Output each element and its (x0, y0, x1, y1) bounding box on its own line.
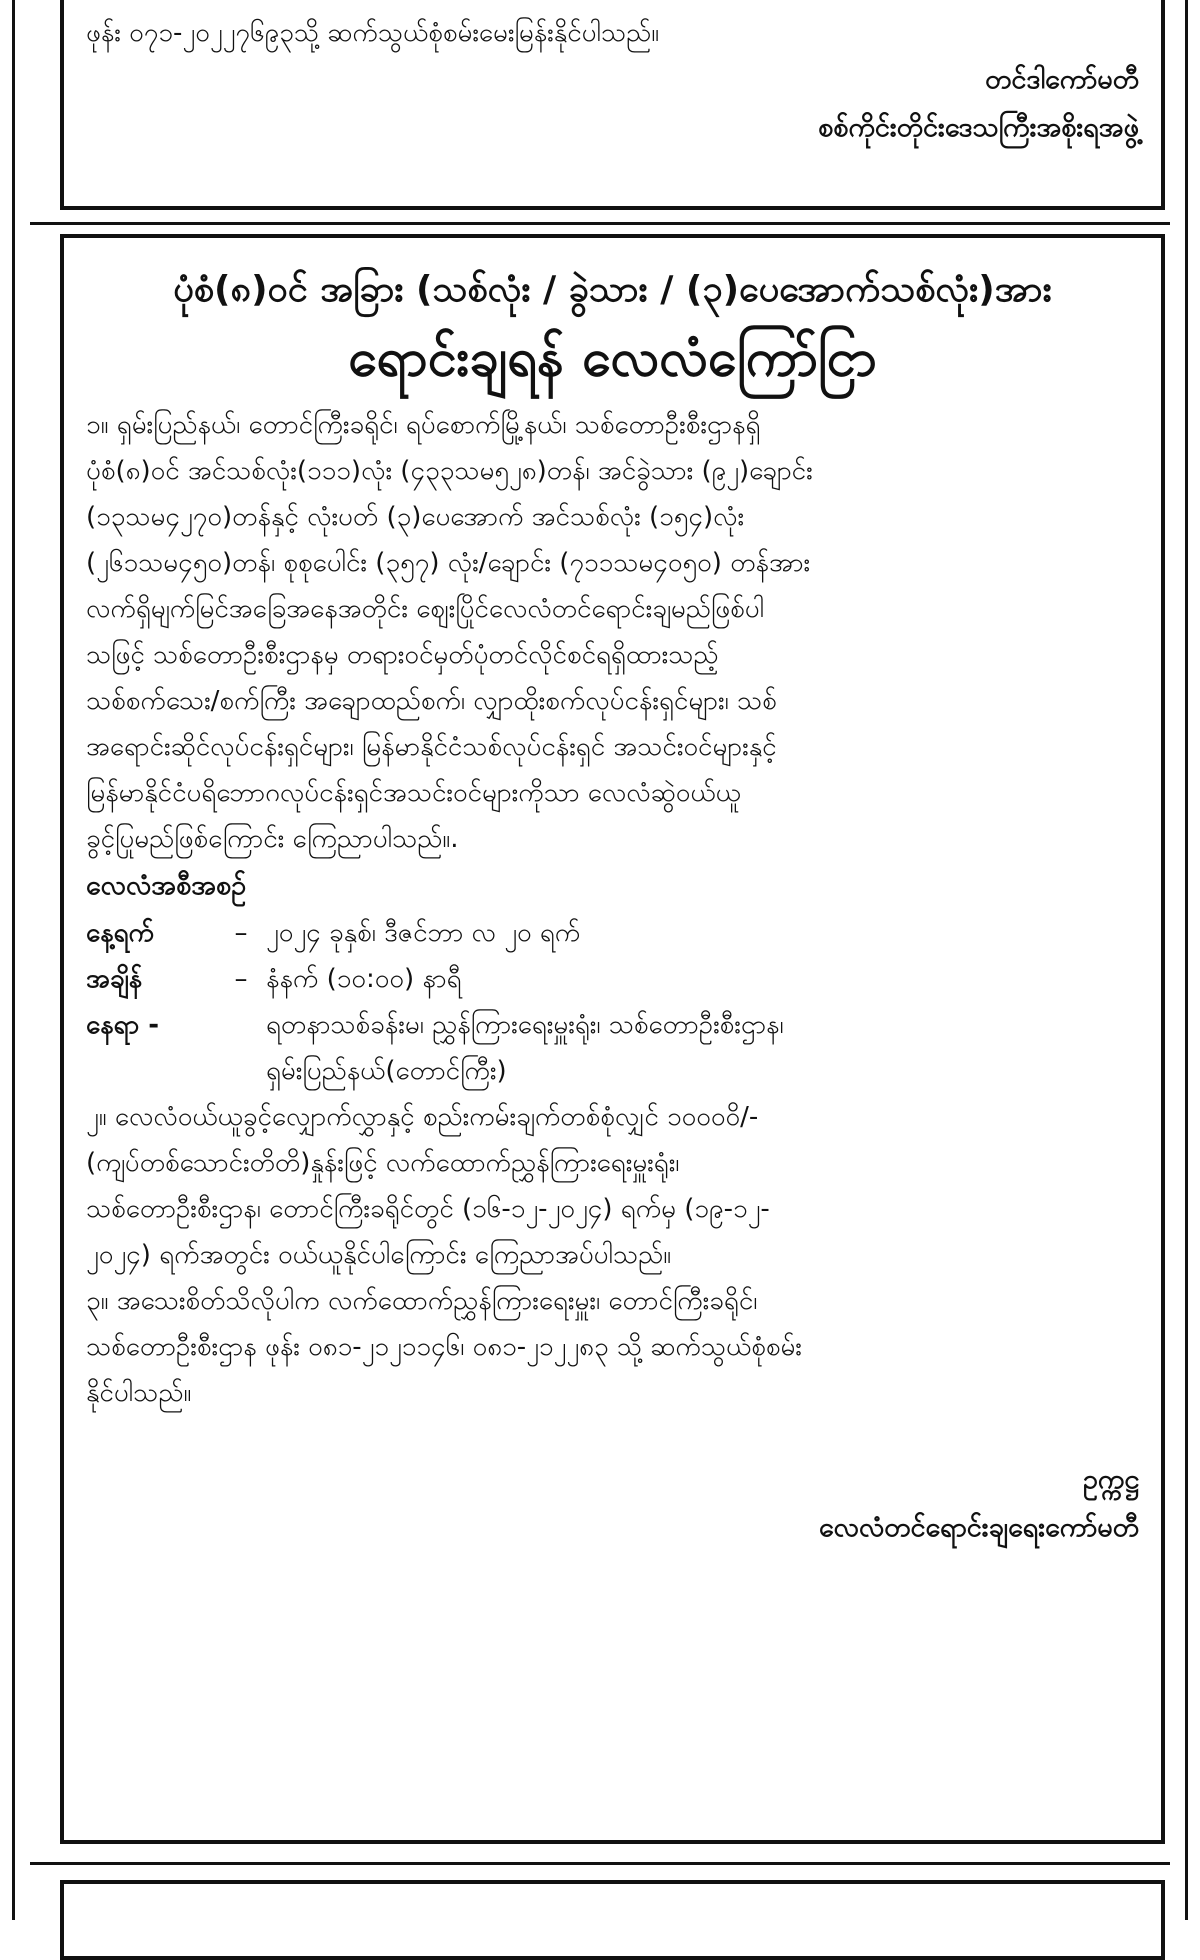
auction-notice-box (60, 234, 1165, 1844)
paragraph-line: သဖြင့် သစ်တောဦးစီးဌာနမှ တရားဝင်မှတ်ပုံတင်လိုင်စင်ရရှိထားသည့် (86, 640, 719, 670)
paragraph-line: ခွင့်ပြုမည်ဖြစ်ကြောင်း ကြေညာပါသည်။. (86, 824, 459, 854)
schedule-place-label: နေရာ - (86, 1010, 160, 1040)
top-notice-signatory-title: တင်ဒါကော်မတီ (985, 64, 1139, 95)
paragraph-line: (ကျပ်တစ်သောင်းတိတိ)နှုန်းဖြင့် လက်ထောက်ညွှန်ကြားရေးမှူးရုံး၊ (86, 1148, 680, 1178)
schedule-time-value: နံနက် (၁၀:၀၀) နာရီ (266, 964, 462, 994)
right-column-rule (1185, 0, 1188, 1920)
top-notice-box (60, 0, 1165, 210)
schedule-place-value (266, 1002, 1139, 1094)
schedule-time-label: အချိန် (86, 964, 143, 994)
separator-dash: – (234, 964, 248, 994)
section-divider (30, 222, 1170, 225)
auction-heading-title: ရောင်းချရန် လေလံကြော်ငြာ (348, 328, 877, 388)
schedule-date-value: ၂၀၂၄ ခုနှစ်၊ ဒီဇင်ဘာ လ ၂၀ ရက် (266, 918, 581, 948)
paragraph-2 (86, 1094, 1139, 1278)
paragraph-line: အရောင်းဆိုင်လုပ်ငန်းရှင်များ၊ မြန်မာနိုင်ငံသစ်လုပ်ငန်းရှင် အသင်းဝင်များနှင့် (86, 732, 777, 762)
paragraph-line: သစ်တောဦးစီးဌာန၊ တောင်ကြီးခရိုင်တွင် (၁၆-၁၂-၂၀၂၄) ရက်မှ (၁၉-၁၂- (86, 1194, 770, 1224)
paragraph-1 (86, 402, 1139, 862)
top-notice-contact-line: ဖုန်း ၀၇၁-၂၀၂၂၇၆၉၃သို့ ဆက်သွယ်စုံစမ်းမေးမြန်းနိုင်ပါသည်။ (86, 18, 660, 48)
signature-block (86, 1456, 1139, 1552)
paragraph-line: ၂၀၂၄) ရက်အတွင်း ဝယ်ယူနိုင်ပါကြောင်း ကြေညာအပ်ပါသည်။ (86, 1240, 672, 1270)
paragraph-line: သစ်တောဦးစီးဌာန ဖုန်း ၀၈၁-၂၁၂၁၁၄၆၊ ၀၈၁-၂၁၂၂၈၃ သို့ ဆက်သွယ်စုံစမ်း (86, 1332, 802, 1362)
paragraph-line: မြန်မာနိုင်ငံပရိဘောဂလုပ်ငန်းရှင်အသင်းဝင်များကိုသာ လေလံဆွဲဝယ်ယူ (86, 778, 741, 808)
next-notice-box (60, 1880, 1165, 1960)
paragraph-line: နိုင်ပါသည်။ (86, 1378, 192, 1408)
schedule-date-row (86, 910, 1139, 956)
paragraph-3 (86, 1278, 1139, 1416)
paragraph-line: ပုံစံ(၈)ဝင် အင်သစ်လုံး(၁၁၁)လုံး (၄၃၃သမ၅၂၈)တန်၊ အင်ခွဲသား (၉၂)ချောင်း (86, 456, 813, 486)
paragraph-line: ၂။ လေလံဝယ်ယူခွင့်လျှောက်လွှာနှင့် စည်းကမ်းချက်တစ်စုံလျှင် ၁၀၀၀၀ိ/- (86, 1102, 759, 1132)
paragraph-line: (၁၃သမ၄၂၇၀)တန်နှင့် လုံးပတ် (၃)ပေအောက် အင်သစ်လုံး (၁၅၄)လုံး (86, 502, 745, 532)
paragraph-line: လက်ရှိမျက်မြင်အခြေအနေအတိုင်း ဈေးပြိုင်လေလံတင်ရောင်းချမည်ဖြစ်ပါ (86, 594, 765, 624)
schedule-place-line: ရတနာသစ်ခန်းမ၊ ညွှန်ကြားရေးမှူးရုံး၊ သစ်တောဦးစီးဌာန၊ (266, 1010, 784, 1040)
schedule-date-label: နေ့ရက် (86, 918, 154, 948)
schedule-place-line: ရှမ်းပြည်နယ်(တောင်ကြီး) (266, 1056, 507, 1086)
schedule-heading: လေလံအစီအစဉ် (86, 870, 247, 901)
left-column-rule (12, 0, 15, 1920)
paragraph-line: ၃။ အသေးစိတ်သိလိုပါက လက်ထောက်ညွှန်ကြားရေးမှူး၊ တောင်ကြီးခရိုင်၊ (86, 1286, 758, 1316)
paragraph-line: (၂၆၁သမ၄၅၀)တန်၊ စုစုပေါင်း (၃၅၇) လုံး/ချောင်း (၇၁၁သမ၄၀၅၀) တန်အား (86, 548, 811, 578)
paragraph-line: သစ်စက်သေး/စက်ကြီး အချောထည်စက်၊ လျှာထိုးစက်လုပ်ငန်းရှင်များ၊ သစ် (86, 686, 777, 716)
paragraph-line: ၁။ ရှမ်းပြည်နယ်၊ တောင်ကြီးခရိုင်၊ ရပ်စောက်မြို့နယ်၊ သစ်တောဦးစီးဌာနရှိ (86, 410, 761, 440)
committee-chair-title: ဥက္ကဋ္ဌ (1082, 1464, 1139, 1495)
committee-name: လေလံတင်ရောင်းချရေးကော်မတီ (818, 1512, 1139, 1543)
section-divider (30, 1862, 1170, 1865)
auction-heading-subtitle: ပုံစံ(၈)ဝင် အခြား (သစ်လုံး / ခွဲသား / (၃)ပေအောက်သစ်လုံး)အား (173, 269, 1052, 310)
separator-dash: – (234, 918, 248, 948)
schedule-place-row (86, 1002, 1139, 1094)
schedule-time-row (86, 956, 1139, 1002)
top-notice-signatory-org: စစ်ကိုင်းတိုင်းဒေသကြီးအစိုးရအဖွဲ့ (818, 112, 1139, 143)
